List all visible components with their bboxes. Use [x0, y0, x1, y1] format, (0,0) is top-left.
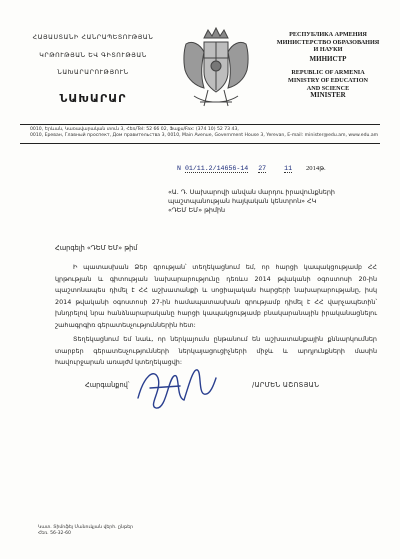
address-divider — [20, 143, 380, 144]
letterhead-ru-line4: МИНИСТР — [309, 54, 347, 63]
salutation: Հարգելի «ԴԵՄ ԵՄ» թիմ — [55, 244, 138, 252]
footer-phone: Հեռ. 56-32-60 — [38, 531, 71, 536]
reference-line — [177, 164, 326, 172]
letterhead-en-line3: AND SCIENCE — [306, 84, 350, 92]
letterhead-en-line1: REPUBLIC OF ARMENIA — [291, 69, 365, 77]
letterhead-ru-line2: МИНИСТЕРСТВО ОБРАЗОВАНИЯ — [276, 38, 380, 46]
address-line2: 0010, Ереван, Главный проспект, Дом правительства 3, 0010, Main Avenue, Government House 3, Yerevan, E-mail: minister@edu.am, www.edu.am — [30, 133, 379, 138]
letterhead-left-line2: ԿՐԹՈՒԹՅԱՆ ԵՎ ԳԻՏՈՒԹՅԱՆ — [39, 52, 147, 59]
handwritten-signature — [130, 358, 220, 418]
footer-executor: Կատ. Տիմոֆեյ Մանուկյան վերհ. ընթեր — [38, 525, 134, 530]
letterhead-en-line2: MINISTRY OF EDUCATION — [288, 76, 368, 84]
address-line1: 0010, Երևան, Կառավարական տուն 3, Հեռ/Tel: 52 66 02, Ֆաքս/Fax: (374 10) 52 73 43, — [30, 127, 239, 132]
body-paragraph-2: Տեղեկացնում եմ նաև, որ ներկայումս ընթանում են աշխատանքային քննարկումներ տարբեր գերատեսչությունների ներկայացուցիչների միջև և արդյունքների մասին հավուրջարան առայժմ կտեղեկացվի: — [55, 335, 377, 367]
letterhead-left-title: ՆԱԽԱՐԱՐ — [59, 92, 127, 105]
signatory-name: /ԱՐՄԵՆ ԱՇՈՏՅԱՆ — [252, 381, 320, 389]
reference-day: 27 — [258, 165, 267, 172]
recipient-line2: պաշտպանության հայկական կենտրոն» ՀԿ — [168, 197, 317, 205]
letterhead-left-line3: ՆԱԽԱՐԱՐՈՒԹՅՈՒՆ — [57, 69, 129, 76]
letterhead-left-line1: ՀԱՅԱՍՏԱՆԻ ՀԱՆՐԱՊԵՏՈՒԹՅԱՆ — [32, 34, 154, 41]
letterhead-divider — [20, 124, 380, 125]
reference-number: 01/11.2/14656-14 — [184, 165, 249, 172]
reference-prefix: N — [177, 165, 181, 172]
letterhead-ru-line1: РЕСПУБЛИКА АРМЕНИЯ — [289, 31, 367, 38]
letterhead-en-line4: MINISTER — [310, 91, 346, 100]
armenian-coat-of-arms-emblem — [180, 22, 252, 117]
reference-year-suffix: 2014թ. — [306, 165, 326, 172]
closing: Հարգանքով՝ — [85, 381, 130, 389]
recipient-line3: «ԴԵՄ ԵՄ» թիմին — [168, 206, 226, 214]
reference-month: 11 — [284, 165, 293, 172]
recipient-line1: «Ա. Դ. Սախարովի անվան մարդու իրավունքների — [168, 188, 335, 196]
body-paragraph-1: Ի պատասխան Ձեր գրության՝ տեղեկացնում եմ, որ հարցի կապակցությամբ ՀՀ կրթության և գիտության նախարարությունը դեռևս 2014 թվականի օգոստոսի 20-ին պաշտոնապես դիմել է ՀՀ աշխատանքի և սոցիալական հարցերի նախարարությանը, իսկ 2014 թվականի օգոստոսի 27-ին համապատասխան գրությամբ դիմել է ՀՀ վարչապետին՝ խնդրելով նրա հանձնարարականը հարցի կապակցությամբ բնակարանային իրականացնելու շահագրգիռ գերատեսչություններին հետ: — [55, 263, 377, 329]
letterhead-ru-line3: И НАУКИ — [313, 46, 343, 54]
